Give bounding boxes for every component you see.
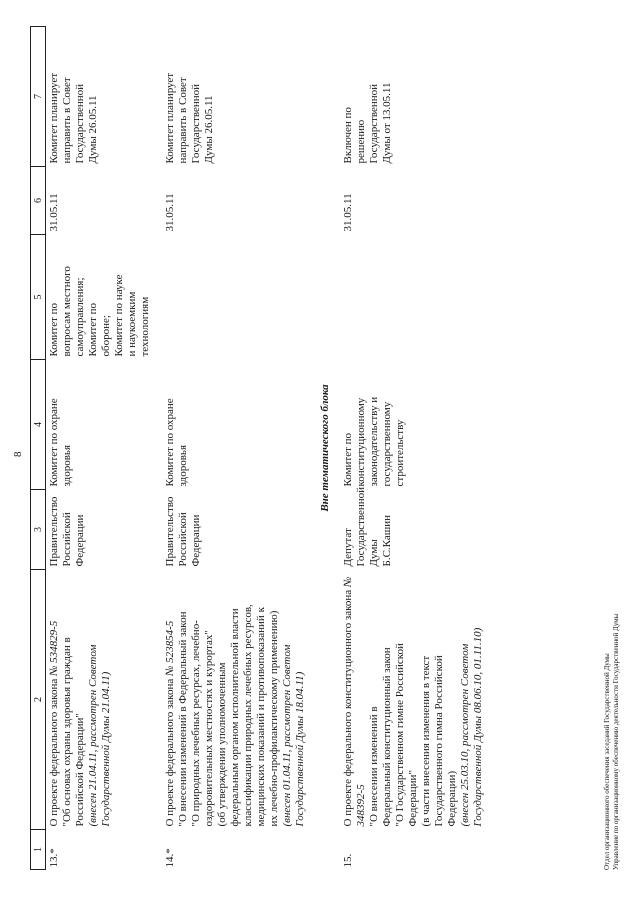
bill-title-line: Федеральный конституционный закон [381, 647, 393, 827]
bill-heading [164, 573, 177, 827]
bill-note-line: Государственной Думы 21.04.11) [100, 671, 112, 827]
table-row [162, 27, 317, 870]
bill-intro: О проекте федерального закона [48, 678, 60, 827]
bill-title-line: медицинских показаний и противопоказаний к [255, 607, 267, 827]
bill-note-line: (внесен 25.03.10, рассмотрен Советом [459, 643, 471, 827]
status-note [46, 27, 163, 167]
review-date: 31.05.11 [342, 193, 354, 232]
status-note [162, 27, 317, 167]
bill-title-line: "О природных лечебных ресурсах, лечебно- [190, 620, 202, 827]
responsible-committee-line: Комитет по [342, 432, 354, 487]
responsible-committee [340, 360, 495, 490]
bill-title-line: Государственного гимна Российской [433, 655, 445, 827]
bill-title-line: их лечебно-профилактическому применению) [268, 610, 280, 827]
status-note-line: Государственной [190, 83, 202, 164]
responsible-committee [46, 360, 163, 490]
status-note-line: Комитет планирует [164, 72, 176, 164]
responsible-committee-line: строительству [394, 419, 406, 487]
bill-title-line: Федерации" [407, 770, 419, 827]
co-executor-committees-line: технологиям [139, 296, 151, 357]
co-executor-committees-line: Комитет по науке [113, 274, 125, 357]
row-number: 15. [342, 853, 354, 868]
section-row [317, 27, 340, 870]
status-note-line: Думы от 13.05.11 [381, 82, 393, 164]
status-note-line: направить в Совет [61, 77, 73, 164]
bill-heading [48, 573, 61, 827]
document-footer [603, 614, 621, 870]
bill-note-line: (внесен 21.04.11, рассмотрен Советом [87, 644, 99, 827]
status-note [340, 27, 495, 167]
bill-intro: О проекте федерального конституционного закона [342, 589, 354, 827]
status-note-line: Государственной [368, 83, 380, 164]
bill-title-line: классификации природных лечебных ресурсов, [242, 604, 254, 827]
initiator [162, 490, 317, 570]
co-executor-committees [162, 235, 317, 360]
bill-title-line: (в части внесения изменения в текст [420, 655, 432, 827]
bill-title-line: "О внесении изменений в [368, 706, 380, 827]
bill-title-line: федеральным органом исполнительной власти [229, 608, 241, 827]
bill-note-line: (внесен 01.04.11, рассмотрен Советом [281, 644, 293, 827]
bill-intro: О проекте федерального закона [164, 678, 176, 827]
page-number: 8 [12, 451, 24, 457]
row-number: 14.* [164, 848, 176, 868]
initiator-line: Думы [368, 539, 380, 567]
table-row [340, 27, 495, 870]
status-note-line: Думы 26.05.11 [203, 95, 215, 164]
initiator-line: Государственной [355, 486, 367, 567]
co-executor-committees-line: самоуправления; [74, 277, 86, 357]
initiator-line: Правительство [48, 496, 60, 567]
bill-description [46, 570, 163, 830]
co-executor-committees-line: обороне; [100, 315, 112, 357]
status-note-line: Государственной [74, 83, 86, 164]
initiator [46, 490, 163, 570]
status-note-line: направить в Совет [177, 77, 189, 164]
bill-heading [342, 573, 368, 827]
responsible-committee-line: Комитет по охране [164, 398, 176, 487]
col-header-5: 5 [31, 235, 46, 360]
status-note-line: Включен по [342, 107, 354, 164]
col-header-2: 2 [31, 570, 46, 830]
row-number: 13.* [48, 848, 60, 868]
co-executor-committees-line: Комитет по [48, 302, 60, 357]
initiator-line: Правительство [164, 496, 176, 567]
col-header-6: 6 [31, 167, 46, 235]
review-date: 31.05.11 [48, 193, 60, 232]
bill-title-line: "О внесении изменений в Федеральный закон [177, 611, 189, 827]
co-executor-committees-line: вопросам местного [61, 266, 73, 357]
bill-title-line: "Об основах охраны здоровья граждан в [61, 637, 73, 827]
status-note-line: Думы 26.05.11 [87, 95, 99, 164]
bill-number: № 523854-5 [164, 620, 176, 677]
table-row [46, 27, 163, 870]
responsible-committee-line: государственному [381, 401, 393, 487]
bill-description [340, 570, 495, 830]
co-executor-committees-line: и наукоемким [126, 291, 138, 357]
col-header-1: 1 [31, 830, 46, 870]
responsible-committee-line: здоровья [61, 444, 73, 487]
initiator [340, 486, 495, 570]
bill-description [162, 570, 317, 830]
initiator-line: Федерации [74, 514, 86, 567]
co-executor-committees-line: Комитет по [87, 302, 99, 357]
status-note-line: решению [355, 119, 367, 164]
bill-title-line: (об утверждении уполномоченным [216, 662, 228, 827]
bill-title-line: "О Государственном гимне Российской [394, 643, 406, 827]
bill-note-line: Государственной Думы 18.04.11) [294, 671, 306, 827]
responsible-committee [162, 360, 317, 490]
status-note-line: Комитет планирует [48, 72, 60, 164]
bill-title-line: Федерации) [446, 770, 458, 827]
initiator-line: Федерации [190, 514, 202, 567]
bill-number: № 534829-5 [48, 620, 60, 677]
col-header-3: 3 [31, 490, 46, 570]
initiator-line: Депутат [342, 528, 354, 567]
footer-line: Управление по организационному обеспечению деятельности Государственной Думы [612, 613, 620, 870]
initiator-line: Российской [61, 512, 73, 567]
bill-title-line: Российской Федерации" [74, 713, 86, 827]
responsible-committee-line: Комитет по охране [48, 398, 60, 487]
responsible-committee-line: конституционному [355, 397, 367, 487]
col-header-4: 4 [31, 360, 46, 490]
bills-table [30, 26, 495, 870]
col-header-7: 7 [31, 27, 46, 167]
co-executor-committees [340, 235, 495, 360]
bill-title-line: оздоровительных местностях и курортах" [203, 630, 215, 827]
bill-note-line: Государственной Думы 08.06.10, 01.11.10) [472, 627, 484, 827]
bill-number: № 348392-5 [342, 576, 367, 827]
co-executor-committees [46, 235, 163, 360]
section-title: Вне тематического блока [319, 384, 331, 512]
initiator-line: Российской [177, 512, 189, 567]
responsible-committee-line: здоровья [177, 444, 189, 487]
initiator-line: Б.С.Кашин [381, 515, 393, 567]
footer-line: Отдел организационного обеспечения заседаний Государственной Думы [603, 653, 611, 870]
review-date: 31.05.11 [164, 193, 176, 232]
responsible-committee-line: законодательству и [368, 396, 380, 487]
column-header-row [31, 27, 46, 870]
